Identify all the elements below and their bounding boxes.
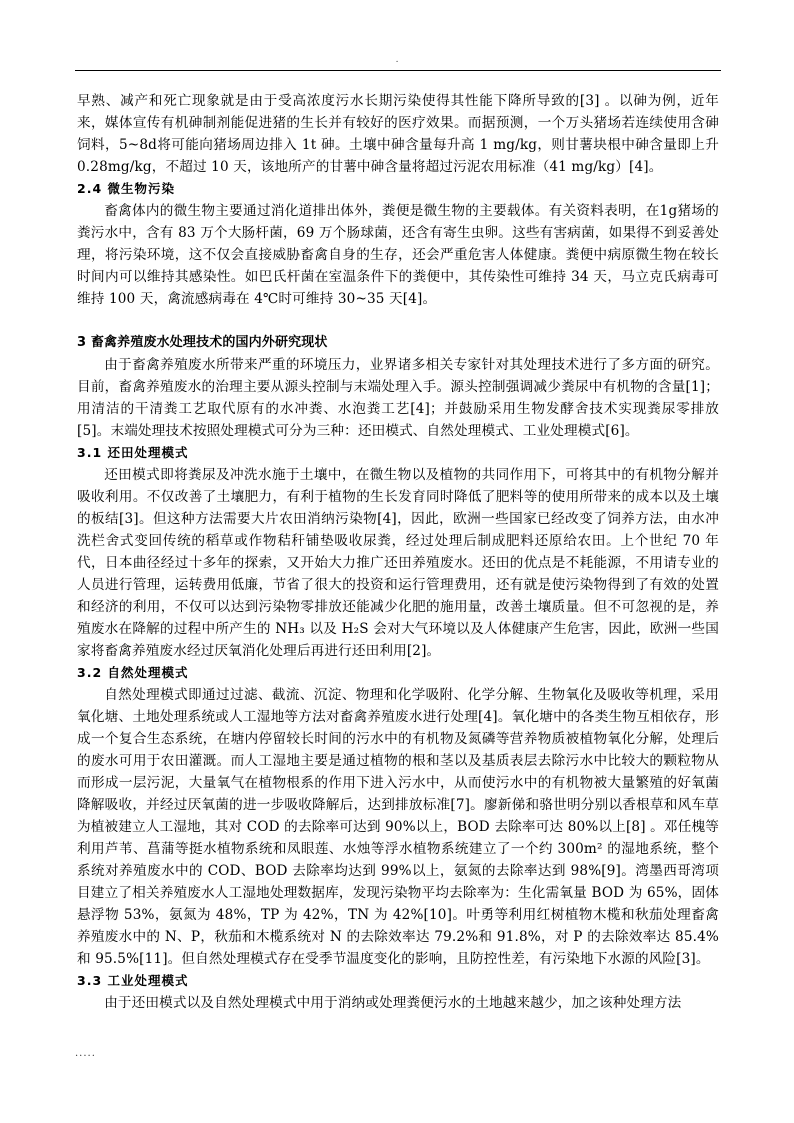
paragraph-3: 由于畜禽养殖废水所带来严重的环境压力，业界诸多相关专家针对其处理技术进行了多方面的研究。目前，畜禽养殖废水的治理主要从源头控制与末端处理入手。源头控制强调减少粪尿中有机物的含量[1]；用清洁的干清粪工艺取代原有的水冲粪、水泡粪工艺[4]；并鼓励采用生物发酵舍技术实现粪尿零排放[5]。末端处理技术按照处理模式可分为三种：还田模式、自然处理模式、工业处理模式[6]。 <box>77 357 719 439</box>
heading-3-3: 3.3 工业处理模式 <box>77 973 189 988</box>
header-rule <box>75 70 721 71</box>
paragraph-intro: 早熟、减产和死亡现象就是由于受高浓度污水长期污染使得其性能下降所导致的[3] 。以砷为例，近年来，媒体宣传有机砷制剂能促进猪的生长并有较好的医疗效果。而据预测，一个万头猪场若连续使用含砷饲料，5~8d将可能向猪场周边排入 1t 砷。土壤中砷含量每升高 1 mg/kg，则甘薯块根中砷含量即上升 0.28mg/kg，不超过 10 天，该地所产的甘薯中砷含量将超过污泥农用标准（41 mg/kg）[4]。 <box>77 93 719 175</box>
heading-3-1: 3.1 还田处理模式 <box>77 445 189 460</box>
document-body <box>77 90 719 1014</box>
heading-3-2: 3.2 自然处理模式 <box>77 665 189 680</box>
paragraph-2-4: 畜禽体内的微生物主要通过消化道排出体外，粪便是微生物的主要载体。有关资料表明，在1g猪场的粪污水中，含有 83 万个大肠杆菌，69 万个肠球菌，还含有寄生虫卵。这些有害病菌，如果得不到妥善处理，将污染环境，这不仅会直接威胁畜禽自身的生存，还会严重危害人体健康。粪便中病原微生物在较长时间内可以维持其感染性。如巴氏杆菌在室温条件下的粪便中，其传染性可维持 34 天，马立克氏病毒可维持 100 天，禽流感病毒在 4℃时可维持 30~35 天[4]。 <box>77 203 719 307</box>
footer-mark: ..... <box>75 1048 96 1059</box>
paragraph-3-1: 还田模式即将粪尿及冲洗水施于土壤中，在微生物以及植物的共同作用下，可将其中的有机物分解并吸收利用。不仅改善了土壤肥力，有利于植物的生长发育同时降低了肥料等的使用所带来的成本以及土壤的板结[3]。但这种方法需要大片农田消纳污染物[4]，因此，欧洲一些国家已经改变了饲养方法，由水冲洗栏舍式变回传统的稻草或作物秸秆铺垫吸收尿粪，经过处理后制成肥料还原给农田。上个世纪 70 年代，日本曲径经过十多年的探索，又开始大力推广还田养殖废水。还田的优点是不耗能源，不用请专业的人员进行管理，运转费用低廉，节省了很大的投资和运行管理费用，还有就是使污染物得到了有效的处置和经济的利用，不仅可以达到污染物零排放还能减少化肥的施用量，改善土壤质量。但不可忽视的是，养殖废水在降解的过程中所产生的 NH₃ 以及 H₂S 会对大气环境以及人体健康产生危害，因此，欧洲一些国家将畜禽养殖废水经过厌氧消化处理后再进行还田利用[2]。 <box>77 467 719 659</box>
paragraph-3-3: 由于还田模式以及自然处理模式中用于消纳或处理粪便污水的土地越来越少，加之该种处理方法 <box>104 995 682 1011</box>
heading-2-4: 2.4 微生物污染 <box>77 181 175 196</box>
paragraph-3-2: 自然处理模式即通过过滤、截流、沉淀、物理和化学吸附、化学分解、生物氧化及吸收等机理，采用氧化塘、土地处理系统或人工湿地等方法对畜禽养殖废水进行处理[4]。氧化塘中的各类生物互相依存，形成一个复合生态系统，在塘内停留较长时间的污水中的有机物及氮磷等营养物质被植物氧化分解，处理后的废水可用于农田灌溉。而人工湿地主要是通过植物的根和茎以及基质表层去除污水中比较大的颗粒物从而形成一层污泥，大量氧气在植物根系的作用下进入污水中，从而使污水中的有机物被大量繁殖的好氧菌降解吸收，并经过厌氧菌的进一步吸收降解后，达到排放标准[7]。廖新俤和骆世明分别以香根草和风车草为植被建立人工湿地，其对 COD 的去除率可达到 90%以上，BOD 去除率可达 80%以上[8] 。邓任槐等利用芦苇、菖蒲等挺水植物系统和凤眼莲、水烛等浮水植物系统建立了一个约 300m² 的湿地系统，整个系统对养殖废水中的 COD、BOD 去除率均达到 99%以上，氨氮的去除率达到 98%[9]。湾墨西哥湾项目建立了相关养殖废水人工湿地处理数据库，发现污染物平均去除率为：生化需氧量 BOD 为 65%，固体悬浮物 53%，氨氮为 48%，TP 为 42%，TN 为 42%[10]。叶勇等利用红树植物木榄和秋茄处理畜禽养殖废水中的 N、P，秋茄和木榄系统对 N 的去除效率达 79.2%和 91.8%，对 P 的去除效率达 85.4%和 95.5%[11]。但自然处理模式存在受季节温度变化的影响，且防控性差，有污染地下水源的风险[3]。 <box>77 687 719 967</box>
heading-3: 3 畜禽养殖废水处理技术的国内外研究现状 <box>77 335 328 350</box>
header-mark: . <box>395 55 399 65</box>
